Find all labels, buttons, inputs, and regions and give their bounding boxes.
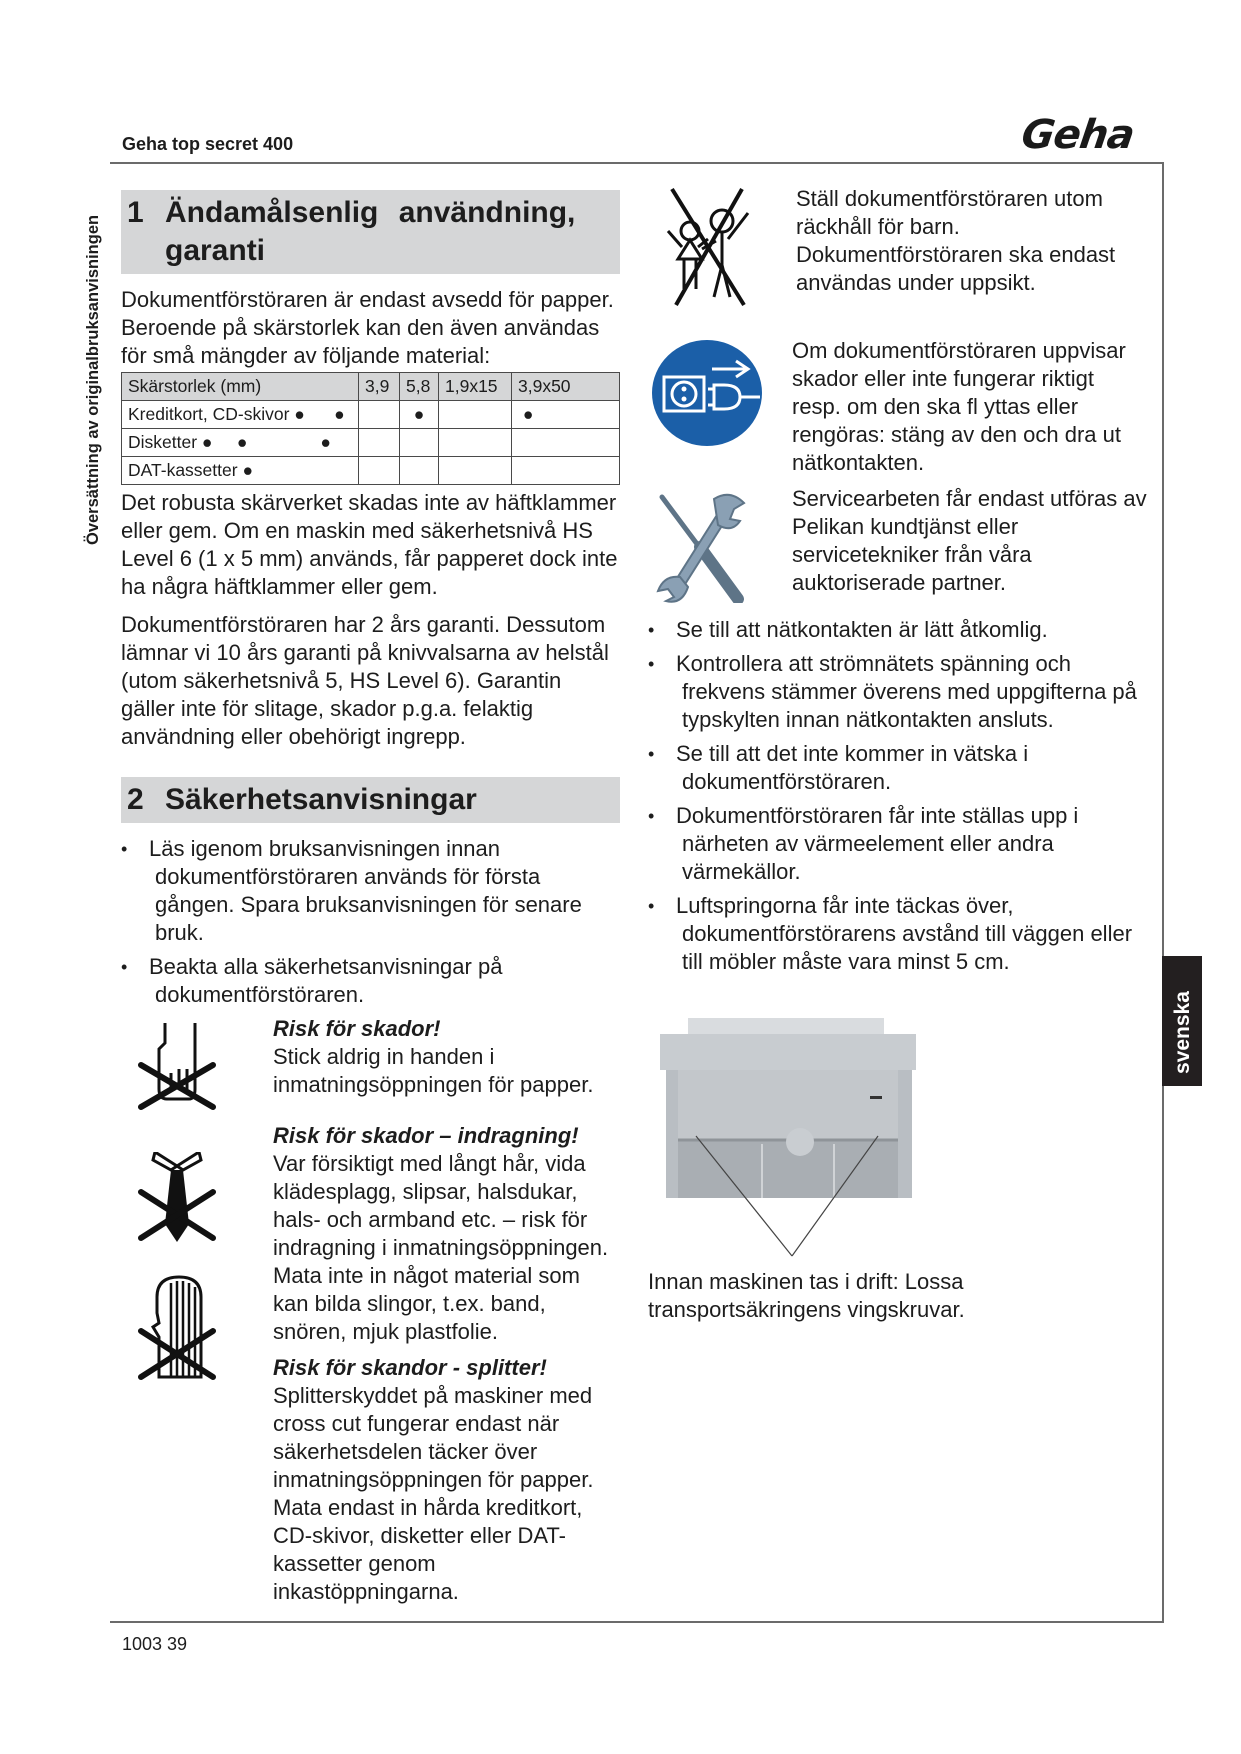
list-item (648, 802, 1148, 886)
mark: ● (201, 432, 213, 452)
list-item (648, 616, 1148, 644)
section-number: 2 (127, 783, 144, 816)
section-number: 1 (127, 196, 144, 229)
mark: ● (294, 404, 305, 424)
table-cell (400, 457, 439, 485)
right-column (648, 185, 1148, 1324)
electrical-bullets (648, 616, 1148, 976)
shredder-photo (652, 1016, 932, 1266)
no-tie-icon (121, 1122, 273, 1457)
right-rule (1162, 162, 1164, 1622)
mark: ● (522, 404, 534, 424)
list-item (648, 740, 1148, 796)
photo-caption: Innan maskinen tas i drift: Lossa transportsäkringens vingskruvar. (648, 1269, 965, 1322)
bullet-text: • Dokumentförstöraren får inte ställas upp i närheten av värmeelement eller andra värmekällor. (676, 803, 1079, 884)
no-hand-icon (121, 1015, 273, 1116)
intro-paragraph: Dokumentförstöraren är endast avsedd för papper. Beroende på skärstorlek kan den även användas för små mängder av följande material: (121, 287, 614, 368)
table-cell (359, 429, 400, 457)
bullet-text: • Se till att nätkontakten är lätt åtkomlig. (676, 617, 1048, 642)
mark: ● (413, 404, 425, 424)
table-header: 5,8 (400, 373, 439, 401)
language-tab (1162, 956, 1202, 1086)
header-rule (110, 162, 1164, 164)
bullet-text: • Se till att det inte kommer in vätska i dokumentförstöraren. (676, 741, 1029, 794)
list-item (121, 953, 620, 1009)
table-cell (439, 401, 512, 429)
table-cell (512, 457, 620, 485)
bullet-text: • Luftspringorna får inte täckas över, dokumentförstörarens avstånd till väggen eller till möbler måste vara minst 5 cm. (676, 893, 1133, 974)
table-cell (439, 457, 512, 485)
table-row (122, 457, 620, 485)
table-cell (512, 401, 620, 429)
section-title: Ändamålsenlig användning, garanti (165, 196, 576, 267)
side-label: Översättning av originalbruksanvisningen (84, 214, 102, 545)
row-label: DAT-kassetter (128, 460, 238, 480)
table-header: 3,9 (359, 373, 400, 401)
unplug-icon (648, 337, 792, 452)
unplug-text: Om dokumentförstöraren uppvisar skador eller inte fungerar riktigt resp. om den ska fl yttas eller rengöras: stäng av den och dra ut nätkontakten. (792, 338, 1126, 475)
bullet-text: • Läs igenom bruksanvisningen innan dokumentförstöraren används för första gången. Spara bruksanvisningen för senare bruk. (149, 836, 582, 945)
unplug-instruction (648, 337, 1148, 477)
safety-bullets (121, 835, 620, 1009)
warning-title: Risk för skandor - splitter! (273, 1355, 547, 1380)
mark: ● (320, 432, 331, 452)
list-item (648, 892, 1148, 976)
table-header: Skärstorlek (mm) (122, 373, 359, 401)
warning-title: Risk för skador! (273, 1016, 441, 1041)
warning-text: Stick aldrig in handen i inmatningsöppningen för papper. (273, 1044, 594, 1097)
bullet-text: • Beakta alla säkerhetsanvisningar på dokumentförstöraren. (149, 954, 503, 1007)
no-long-hair-icon (141, 1277, 213, 1377)
footer-rule (110, 1621, 1164, 1623)
page-number: 1003 39 (122, 1634, 188, 1654)
product-title: Geha top secret 400 (122, 134, 294, 154)
brand-logo: Geha (1018, 112, 1137, 158)
service-text: Servicearbeten får endast utföras av Pelikan kundtjänst eller servicetekniker från våra auktoriserade partner. (792, 486, 1147, 595)
bullet-text: • Kontrollera att strömnätets spänning och frekvens stämmer överens med uppgifterna på typskylten innan nätkontakten ansluts. (676, 651, 1137, 732)
row-label: Kreditkort, CD-skivor (128, 404, 290, 424)
list-item (121, 835, 620, 947)
mark: ● (242, 460, 254, 480)
table-cell (439, 429, 512, 457)
cut-size-table (121, 372, 620, 485)
left-column (121, 190, 620, 1606)
warranty-paragraph: Dokumentförstöraren har 2 års garanti. Dessutom lämnar vi 10 års garanti på knivvalsarna av helstål (utom säkerhetsnivå 5, HS Level 6). Garantin gäller inte för slitage, skador p.g.a. felaktig användning eller obehörigt ingrepp. (121, 612, 609, 749)
table-row (122, 429, 620, 457)
table-cell (122, 457, 359, 485)
table-cell (400, 429, 439, 457)
table-cell (359, 401, 400, 429)
mark: ● (236, 432, 248, 452)
warning-entanglement (121, 1122, 620, 1606)
section-title: Säkerhetsanvisningar (165, 783, 477, 816)
mark: ● (334, 404, 345, 424)
table-cell (122, 401, 359, 429)
row-label: Disketter (128, 432, 198, 452)
table-header-row (122, 373, 620, 401)
table-header: 1,9x15 (439, 373, 512, 401)
children-text: Ställ dokumentförstöraren utom räckhåll för barn. Dokumentförstöraren ska endast användas under uppsikt. (796, 186, 1116, 295)
section-2-heading (121, 777, 620, 823)
table-cell (512, 429, 620, 457)
section-1-heading (121, 190, 620, 274)
table-cell (359, 457, 400, 485)
no-children-icon (648, 185, 796, 315)
tools-icon (648, 485, 792, 608)
table-header: 3,9x50 (512, 373, 620, 401)
warning-title: Risk för skador – indragning! (273, 1123, 579, 1148)
children-warning (648, 185, 1148, 315)
table-row (122, 401, 620, 429)
service-instruction (648, 485, 1148, 608)
warning-text: Var försiktigt med långt hår, vida klädesplagg, slipsar, halsdukar, hals- och armband etc. – risk för indragning i inmatningsöppningen. Mata inte in något material som kan bilda slingor, t.ex. band, snören, mjuk plastfolie. (273, 1151, 609, 1344)
table-cell (122, 429, 359, 457)
language-tab-label: svenska (1171, 991, 1194, 1074)
warning-hand (121, 1015, 620, 1116)
list-item (648, 650, 1148, 734)
staples-paragraph: Det robusta skärverket skadas inte av häftklammer eller gem. Om en maskin med säkerhetsnivå HS Level 6 (1 x 5 mm) används, får papperet dock inte ha några häftklammer eller gem. (121, 490, 618, 599)
table-cell (400, 401, 439, 429)
warning-text: Splitterskyddet på maskiner med cross cut fungerar endast när säkerhetsdelen täcker över inmatningsöppningen för papper. Mata endast in hårda kreditkort, CD-skivor, disketter eller DAT-kassetter genom inkastöppningarna. (273, 1383, 594, 1604)
